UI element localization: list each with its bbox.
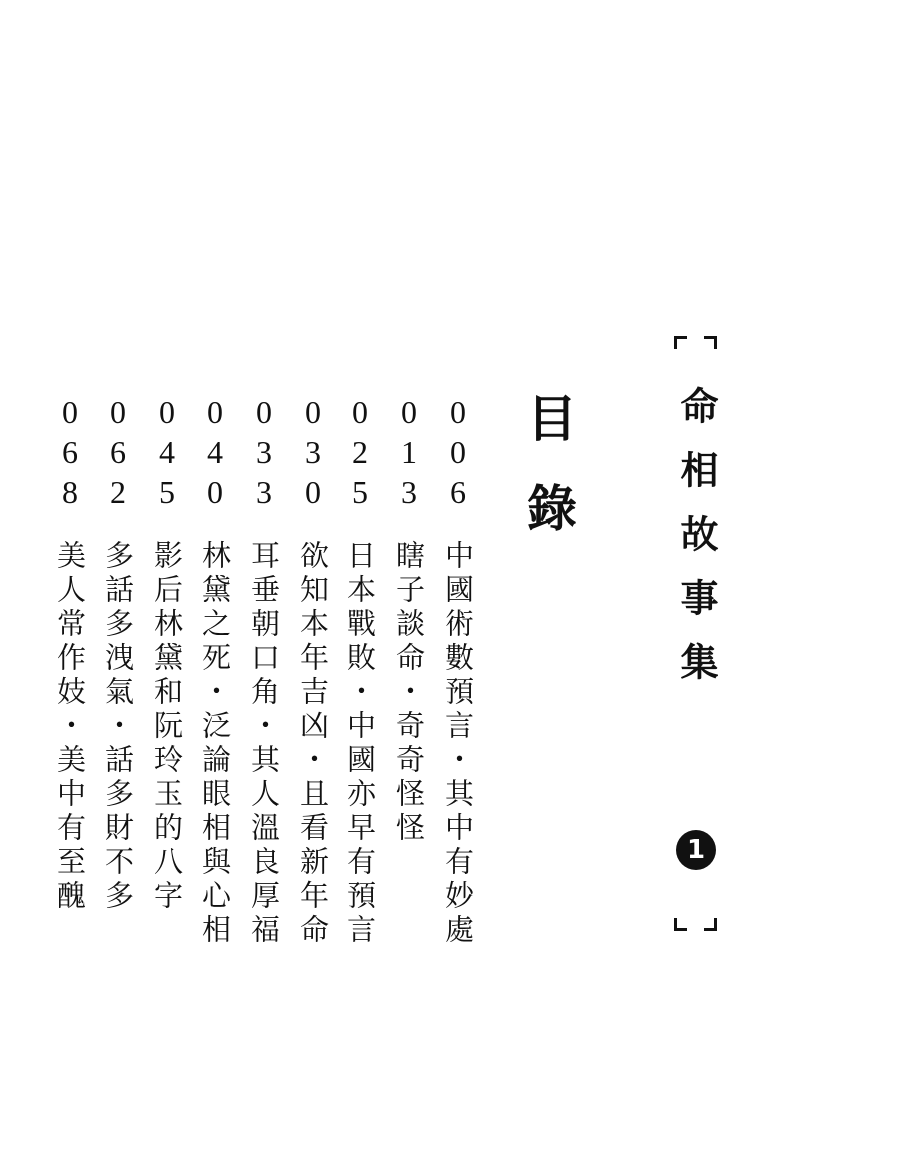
corner-bracket-bottom-right bbox=[704, 918, 717, 931]
corner-bracket-top-right bbox=[704, 336, 717, 349]
toc-entry-page: 025 bbox=[342, 394, 378, 514]
toc-entry-page: 045 bbox=[149, 394, 185, 514]
toc-entry bbox=[296, 394, 330, 984]
toc-entry-page: 033 bbox=[246, 394, 282, 514]
toc-entry bbox=[343, 394, 377, 984]
toc-entry-page: 062 bbox=[100, 394, 136, 514]
toc-entry bbox=[441, 394, 475, 984]
toc-entry bbox=[392, 394, 426, 984]
toc-entry bbox=[247, 394, 281, 984]
book-title-block bbox=[668, 336, 724, 936]
toc-entry-page: 030 bbox=[295, 394, 331, 514]
toc-entry-title: 中國術數預言・其中有妙處 bbox=[441, 540, 475, 948]
corner-bracket-bottom-left bbox=[674, 918, 687, 931]
toc-heading: 目錄 bbox=[519, 392, 577, 572]
toc-entry-title: 欲知本年吉凶・且看新年命 bbox=[296, 540, 330, 948]
toc-entry-page: 013 bbox=[391, 394, 427, 514]
toc-entry-title: 林黛之死・泛論眼相與心相 bbox=[198, 540, 232, 948]
toc-entry-page: 006 bbox=[440, 394, 476, 514]
corner-bracket-top-left bbox=[674, 336, 687, 349]
toc-entry-title: 耳垂朝口角・其人溫良厚福 bbox=[247, 540, 281, 948]
toc-entry-title: 日本戰敗・中國亦早有預言 bbox=[343, 540, 377, 948]
toc-entry-title: 美人常作妓・美中有至醜 bbox=[53, 540, 87, 914]
toc-entry bbox=[101, 394, 135, 984]
volume-number-badge: 1 bbox=[676, 830, 716, 870]
toc-entry bbox=[198, 394, 232, 984]
toc-entry bbox=[150, 394, 184, 984]
toc-entry-page: 068 bbox=[52, 394, 88, 514]
toc-entry-title: 瞎子談命・奇奇怪怪 bbox=[392, 540, 426, 846]
toc-entry-title: 影后林黛和阮玲玉的八字 bbox=[150, 540, 184, 914]
book-title: 命相故事集 bbox=[674, 386, 718, 706]
toc-entry-title: 多話多洩氣・話多財不多 bbox=[101, 540, 135, 914]
toc-entry bbox=[53, 394, 87, 984]
toc-entry-page: 040 bbox=[197, 394, 233, 514]
